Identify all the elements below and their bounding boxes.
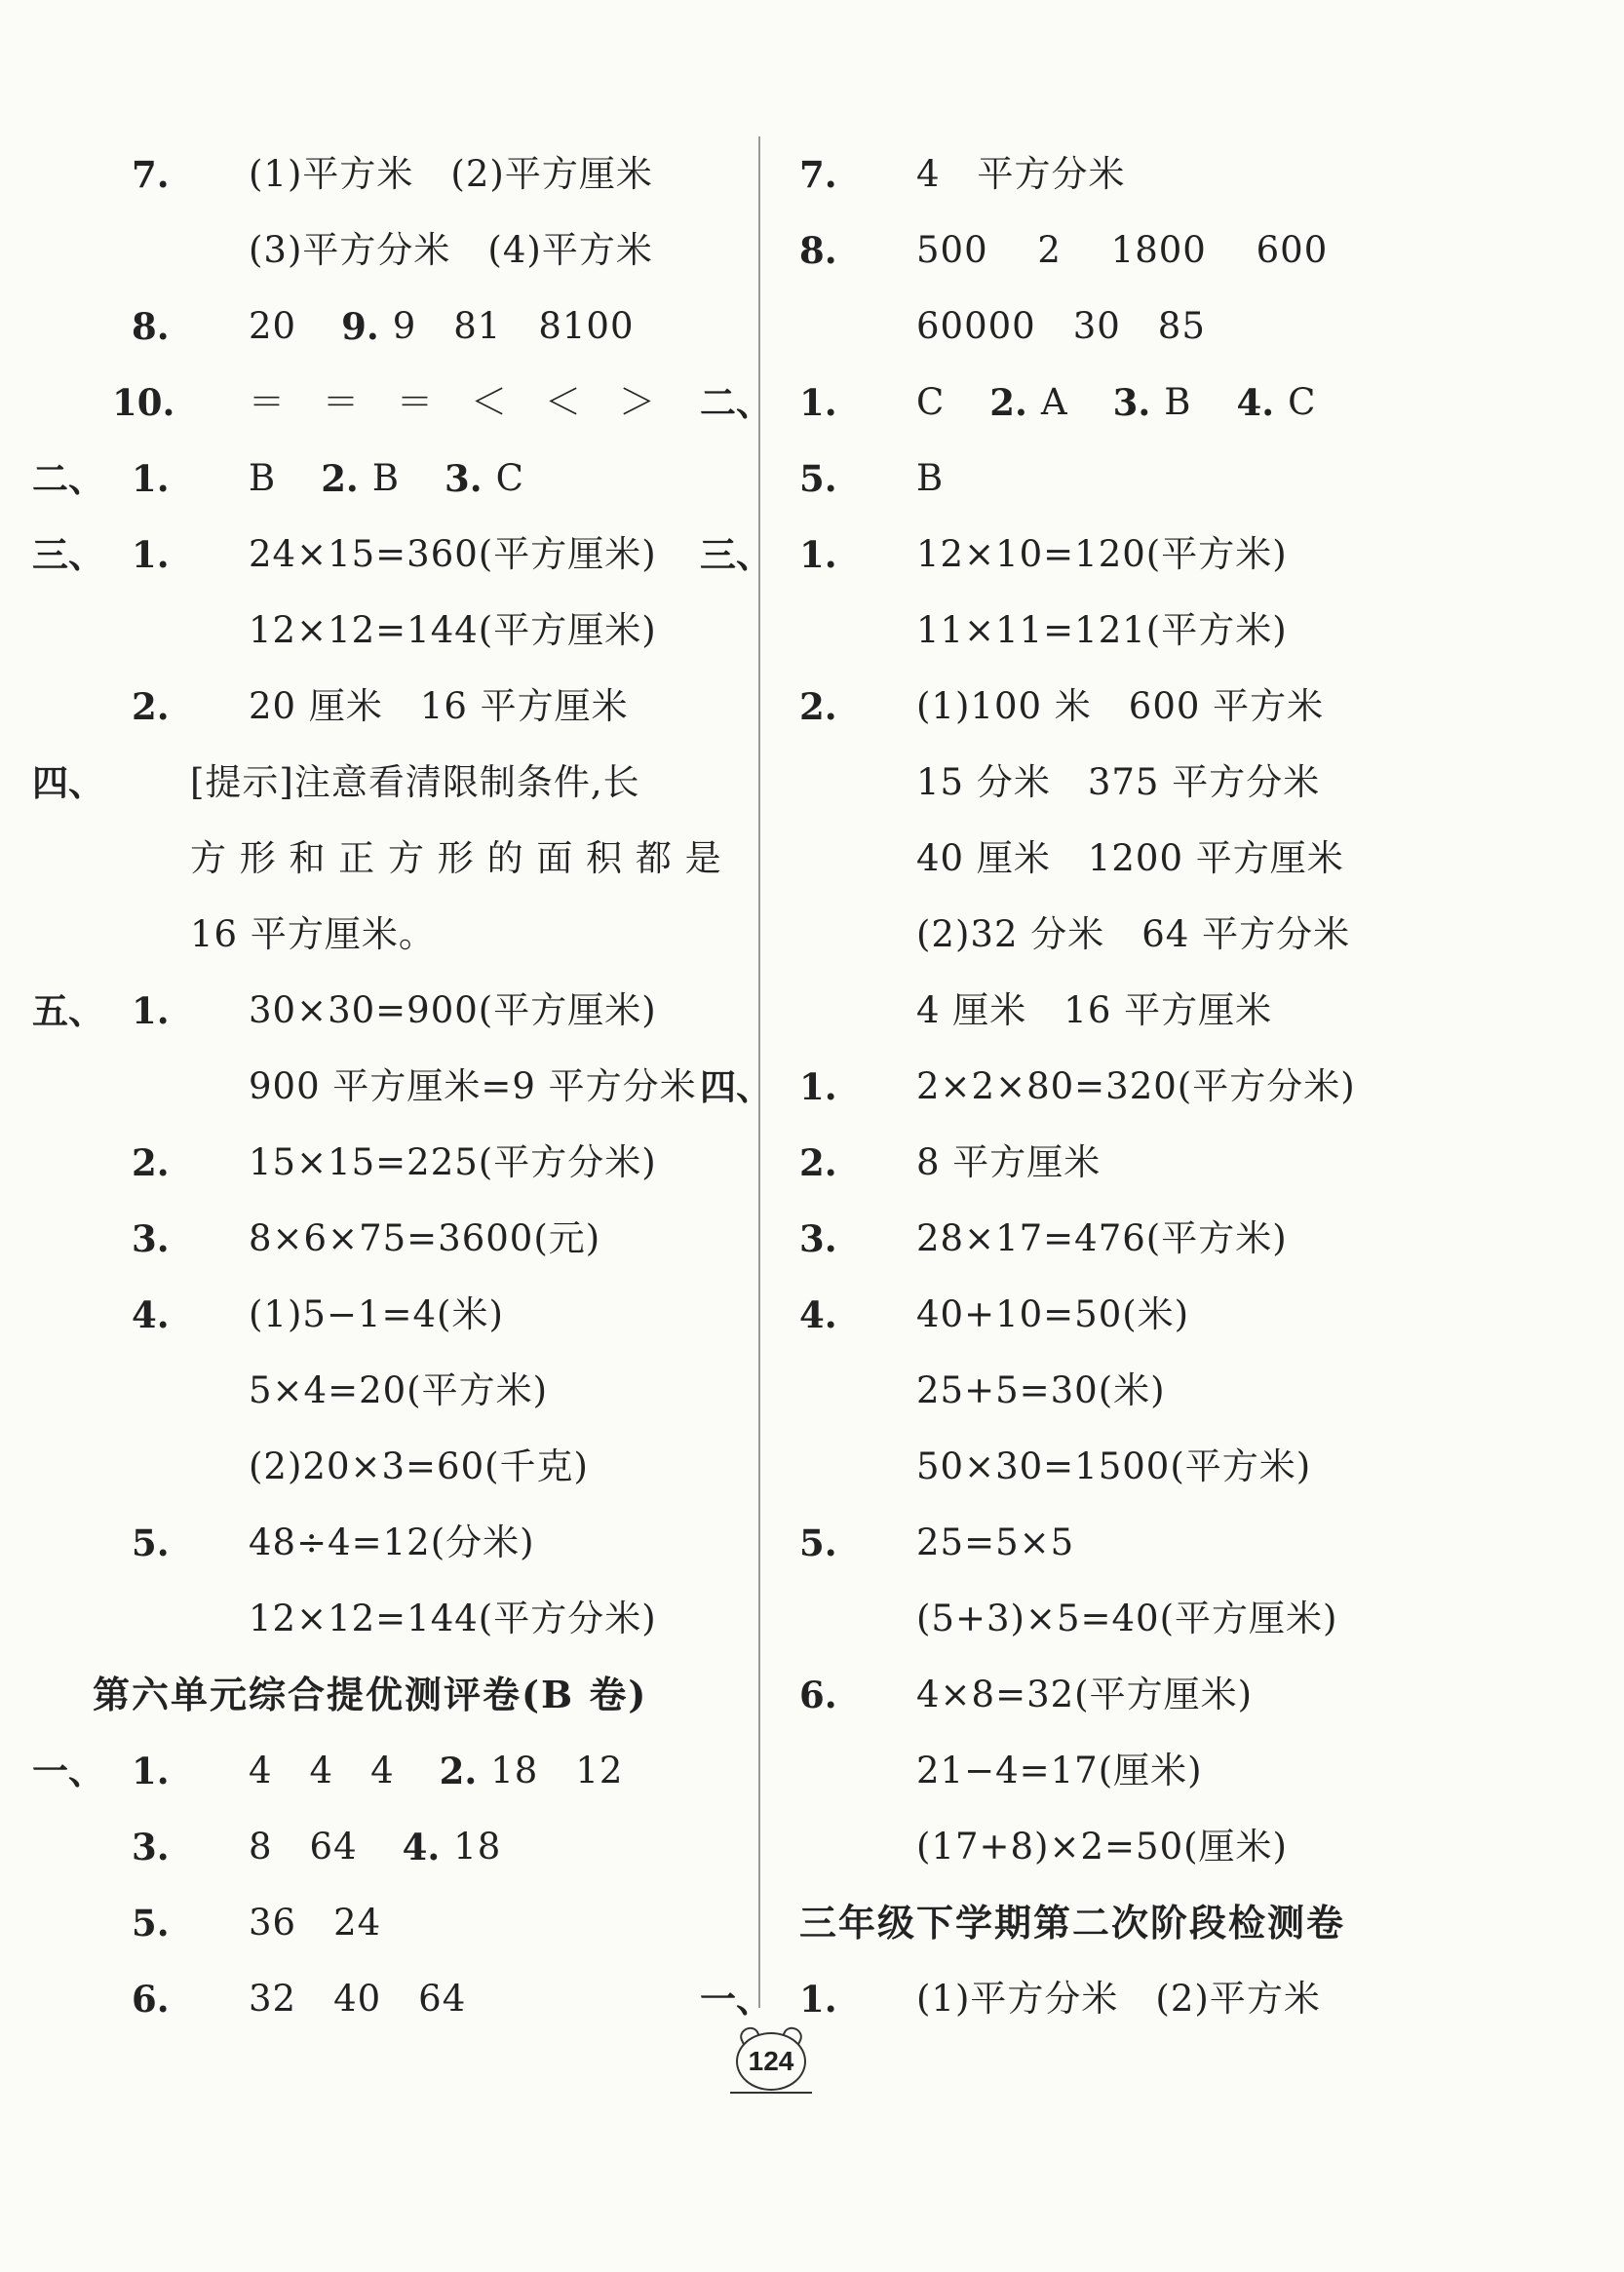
answer-line	[700, 365, 1482, 441]
answer-text: 25+5=30(米)	[916, 1369, 1166, 1411]
answer-line	[112, 1581, 755, 1657]
answer-line	[780, 593, 1482, 669]
answer-text: (1)平方分米 (2)平方米	[916, 1978, 1321, 2020]
answer-line	[32, 517, 755, 593]
question-number: 8.	[799, 229, 837, 272]
answer-line	[780, 441, 1482, 517]
answer-text: 24×15=360(平方厘米)	[249, 533, 657, 575]
answer-line	[780, 136, 1482, 212]
answer-text: C	[495, 457, 524, 499]
question-number: 1.	[132, 989, 170, 1032]
answer-line	[32, 745, 755, 821]
answer-line	[700, 517, 1482, 593]
answer-line	[780, 1353, 1482, 1429]
question-number: 6.	[132, 1978, 170, 2021]
question-number: 2.	[799, 1141, 837, 1184]
question-number: 2.	[439, 1750, 478, 1792]
answer-line	[112, 136, 755, 212]
answer-line	[112, 593, 755, 669]
question-number: 1.	[799, 381, 837, 424]
answer-text: 40 厘米 1200 平方厘米	[916, 837, 1344, 879]
answer-line	[112, 1353, 755, 1429]
answer-line	[32, 1733, 755, 1809]
question-number: 3.	[132, 1826, 170, 1868]
answer-text: (1)100 米 600 平方米	[916, 685, 1325, 727]
question-number: 6.	[799, 1674, 837, 1716]
answer-text: (1)平方米 (2)平方厘米	[249, 153, 653, 195]
answer-text: 40+10=50(米)	[916, 1293, 1190, 1335]
answer-line	[780, 1733, 1482, 1809]
answer-line	[112, 1201, 755, 1277]
left-column	[32, 136, 755, 2037]
answer-line	[112, 1277, 755, 1353]
answer-text: 4×8=32(平方厘米)	[916, 1674, 1254, 1715]
answer-text: (2)32 分米 64 平方分米	[916, 913, 1351, 955]
question-number: 1.	[132, 533, 170, 576]
answer-text: 12×10=120(平方米)	[916, 533, 1288, 575]
answer-text: 15×15=225(平方分米)	[249, 1141, 657, 1183]
answer-text: 30×30=900(平方厘米)	[249, 989, 657, 1031]
answer-text: 8 64	[249, 1826, 395, 1868]
answer-line	[780, 289, 1482, 365]
answer-line	[112, 1505, 755, 1581]
answer-line	[780, 1201, 1482, 1277]
answer-line	[780, 212, 1482, 289]
answer-text: 2×2×80=320(平方分米)	[916, 1065, 1356, 1107]
answer-text: 8×6×75=3600(元)	[249, 1217, 601, 1259]
answer-line	[112, 1429, 755, 1505]
answer-text: 48÷4=12(分米)	[249, 1521, 535, 1563]
answer-text: (1)5−1=4(米)	[249, 1293, 504, 1335]
answer-line	[112, 1809, 755, 1885]
answer-text: 18 12	[490, 1750, 624, 1791]
answer-text: 25=5×5	[916, 1521, 1075, 1563]
answer-text: 36 24	[249, 1902, 382, 1944]
answer-text: 12×12=144(平方分米)	[249, 1598, 657, 1639]
answer-text: 500 2 1800 600	[916, 229, 1329, 271]
answer-text: 4 平方分米	[916, 153, 1126, 195]
question-number: 8.	[132, 305, 170, 348]
question-number: 2.	[132, 1141, 170, 1184]
answer-line	[700, 1961, 1482, 2037]
question-number: 3.	[132, 1217, 170, 1260]
answer-line	[112, 212, 755, 289]
answer-text: ＝ ＝ ＝ ＜ ＜ ＞	[249, 381, 656, 423]
answer-line	[780, 1125, 1482, 1201]
section-marker: 五、	[32, 989, 104, 1032]
answer-text: 5×4=20(平方米)	[249, 1369, 549, 1411]
answer-line	[780, 669, 1482, 745]
answer-line	[780, 821, 1482, 897]
answer-text: B	[371, 457, 438, 499]
answer-line	[780, 1581, 1482, 1657]
answer-text: B	[916, 457, 945, 499]
question-number: 1.	[799, 1065, 837, 1108]
answer-text: 32 40 64	[249, 1978, 467, 2020]
answer-text: 方 形 和 正 方 形 的 面 积 都 是	[190, 837, 722, 879]
question-number: 9.	[341, 305, 379, 348]
question-number: 2.	[132, 685, 170, 728]
answer-text: A	[1040, 381, 1105, 423]
answer-text: 15 分米 375 平方分米	[916, 761, 1321, 803]
answer-line	[112, 289, 755, 365]
answer-line	[32, 441, 755, 517]
answer-line	[112, 365, 755, 441]
answer-line	[780, 1809, 1482, 1885]
section-title	[93, 1657, 755, 1733]
page-number-badge	[726, 2027, 814, 2096]
section-marker: 四、	[700, 1065, 772, 1108]
answer-line	[780, 973, 1482, 1049]
answer-line	[780, 1505, 1482, 1581]
section-title-text: 第六单元综合提优测评卷(B 卷)	[93, 1673, 648, 1716]
answer-line	[112, 1885, 755, 1961]
answer-text: (5+3)×5=40(平方厘米)	[916, 1598, 1338, 1639]
answer-text: 28×17=476(平方米)	[916, 1217, 1288, 1259]
answer-line	[700, 1049, 1482, 1125]
answer-text: C	[916, 381, 983, 423]
question-number: 1.	[132, 457, 170, 500]
answer-text: 16 平方厘米。	[190, 913, 436, 955]
answer-text: 12×12=144(平方厘米)	[249, 609, 657, 651]
answer-line	[112, 1125, 755, 1201]
answer-text: 18	[453, 1826, 502, 1868]
answer-text: (3)平方分米 (4)平方米	[249, 229, 653, 271]
answer-text: 4 4 4	[249, 1750, 432, 1791]
question-number: 4.	[402, 1826, 441, 1868]
question-number: 10.	[112, 381, 175, 424]
answer-line	[780, 897, 1482, 973]
answer-text: [提示]注意看清限制条件,长	[190, 761, 640, 803]
answer-line	[780, 1277, 1482, 1353]
answer-text: B	[249, 457, 314, 499]
question-number: 1.	[799, 1978, 837, 2021]
answer-line	[112, 1961, 755, 2037]
answer-text: 21−4=17(厘米)	[916, 1750, 1203, 1791]
answer-line	[112, 821, 755, 897]
answer-text: 9 81 8100	[392, 305, 635, 347]
question-number: 7.	[132, 153, 170, 196]
answer-text: B	[1164, 381, 1229, 423]
answer-text: 8 平方厘米	[916, 1141, 1102, 1183]
section-marker: 三、	[32, 533, 104, 576]
question-number: 2.	[989, 381, 1027, 424]
question-number: 3.	[799, 1217, 837, 1260]
answer-line	[112, 669, 755, 745]
question-number: 5.	[799, 457, 837, 500]
answer-text: 900 平方厘米=9 平方分米	[249, 1065, 697, 1107]
answer-text: 4 厘米 16 平方厘米	[916, 989, 1273, 1031]
answer-text: 11×11=121(平方米)	[916, 609, 1288, 651]
section-marker: 一、	[32, 1750, 104, 1792]
answer-line	[112, 1049, 755, 1125]
question-number: 4.	[132, 1293, 170, 1336]
answer-line	[780, 1429, 1482, 1505]
section-marker: 二、	[32, 457, 104, 500]
page-number: 124	[748, 2046, 794, 2076]
section-marker: 四、	[32, 761, 104, 804]
question-number: 5.	[132, 1902, 170, 1945]
right-column	[700, 136, 1482, 2037]
section-marker: 一、	[700, 1978, 772, 2021]
section-marker: 三、	[700, 533, 772, 576]
answer-line	[32, 973, 755, 1049]
question-number: 1.	[132, 1750, 170, 1792]
question-number: 4.	[1236, 381, 1275, 424]
answer-text: 50×30=1500(平方米)	[916, 1445, 1312, 1487]
question-number: 5.	[799, 1521, 837, 1564]
section-title	[780, 1885, 1482, 1961]
answer-text: 20	[249, 305, 334, 347]
question-number: 5.	[132, 1521, 170, 1564]
question-number: 3.	[445, 457, 483, 500]
question-number: 4.	[799, 1293, 837, 1336]
section-title-text: 三年级下学期第二次阶段检测卷	[799, 1901, 1346, 1945]
question-number: 2.	[799, 685, 837, 728]
answer-line	[780, 745, 1482, 821]
question-number: 3.	[1112, 381, 1151, 424]
answer-text: (2)20×3=60(千克)	[249, 1445, 589, 1487]
answer-text: 20 厘米 16 平方厘米	[249, 685, 629, 727]
answer-text: 60000 30 85	[916, 305, 1206, 347]
question-number: 2.	[321, 457, 359, 500]
question-number: 7.	[799, 153, 837, 196]
section-marker: 二、	[700, 381, 772, 424]
answer-line	[780, 1657, 1482, 1733]
question-number: 1.	[799, 533, 837, 576]
answer-text: (17+8)×2=50(厘米)	[916, 1826, 1288, 1868]
answer-line	[112, 897, 755, 973]
answer-text: C	[1288, 381, 1317, 423]
